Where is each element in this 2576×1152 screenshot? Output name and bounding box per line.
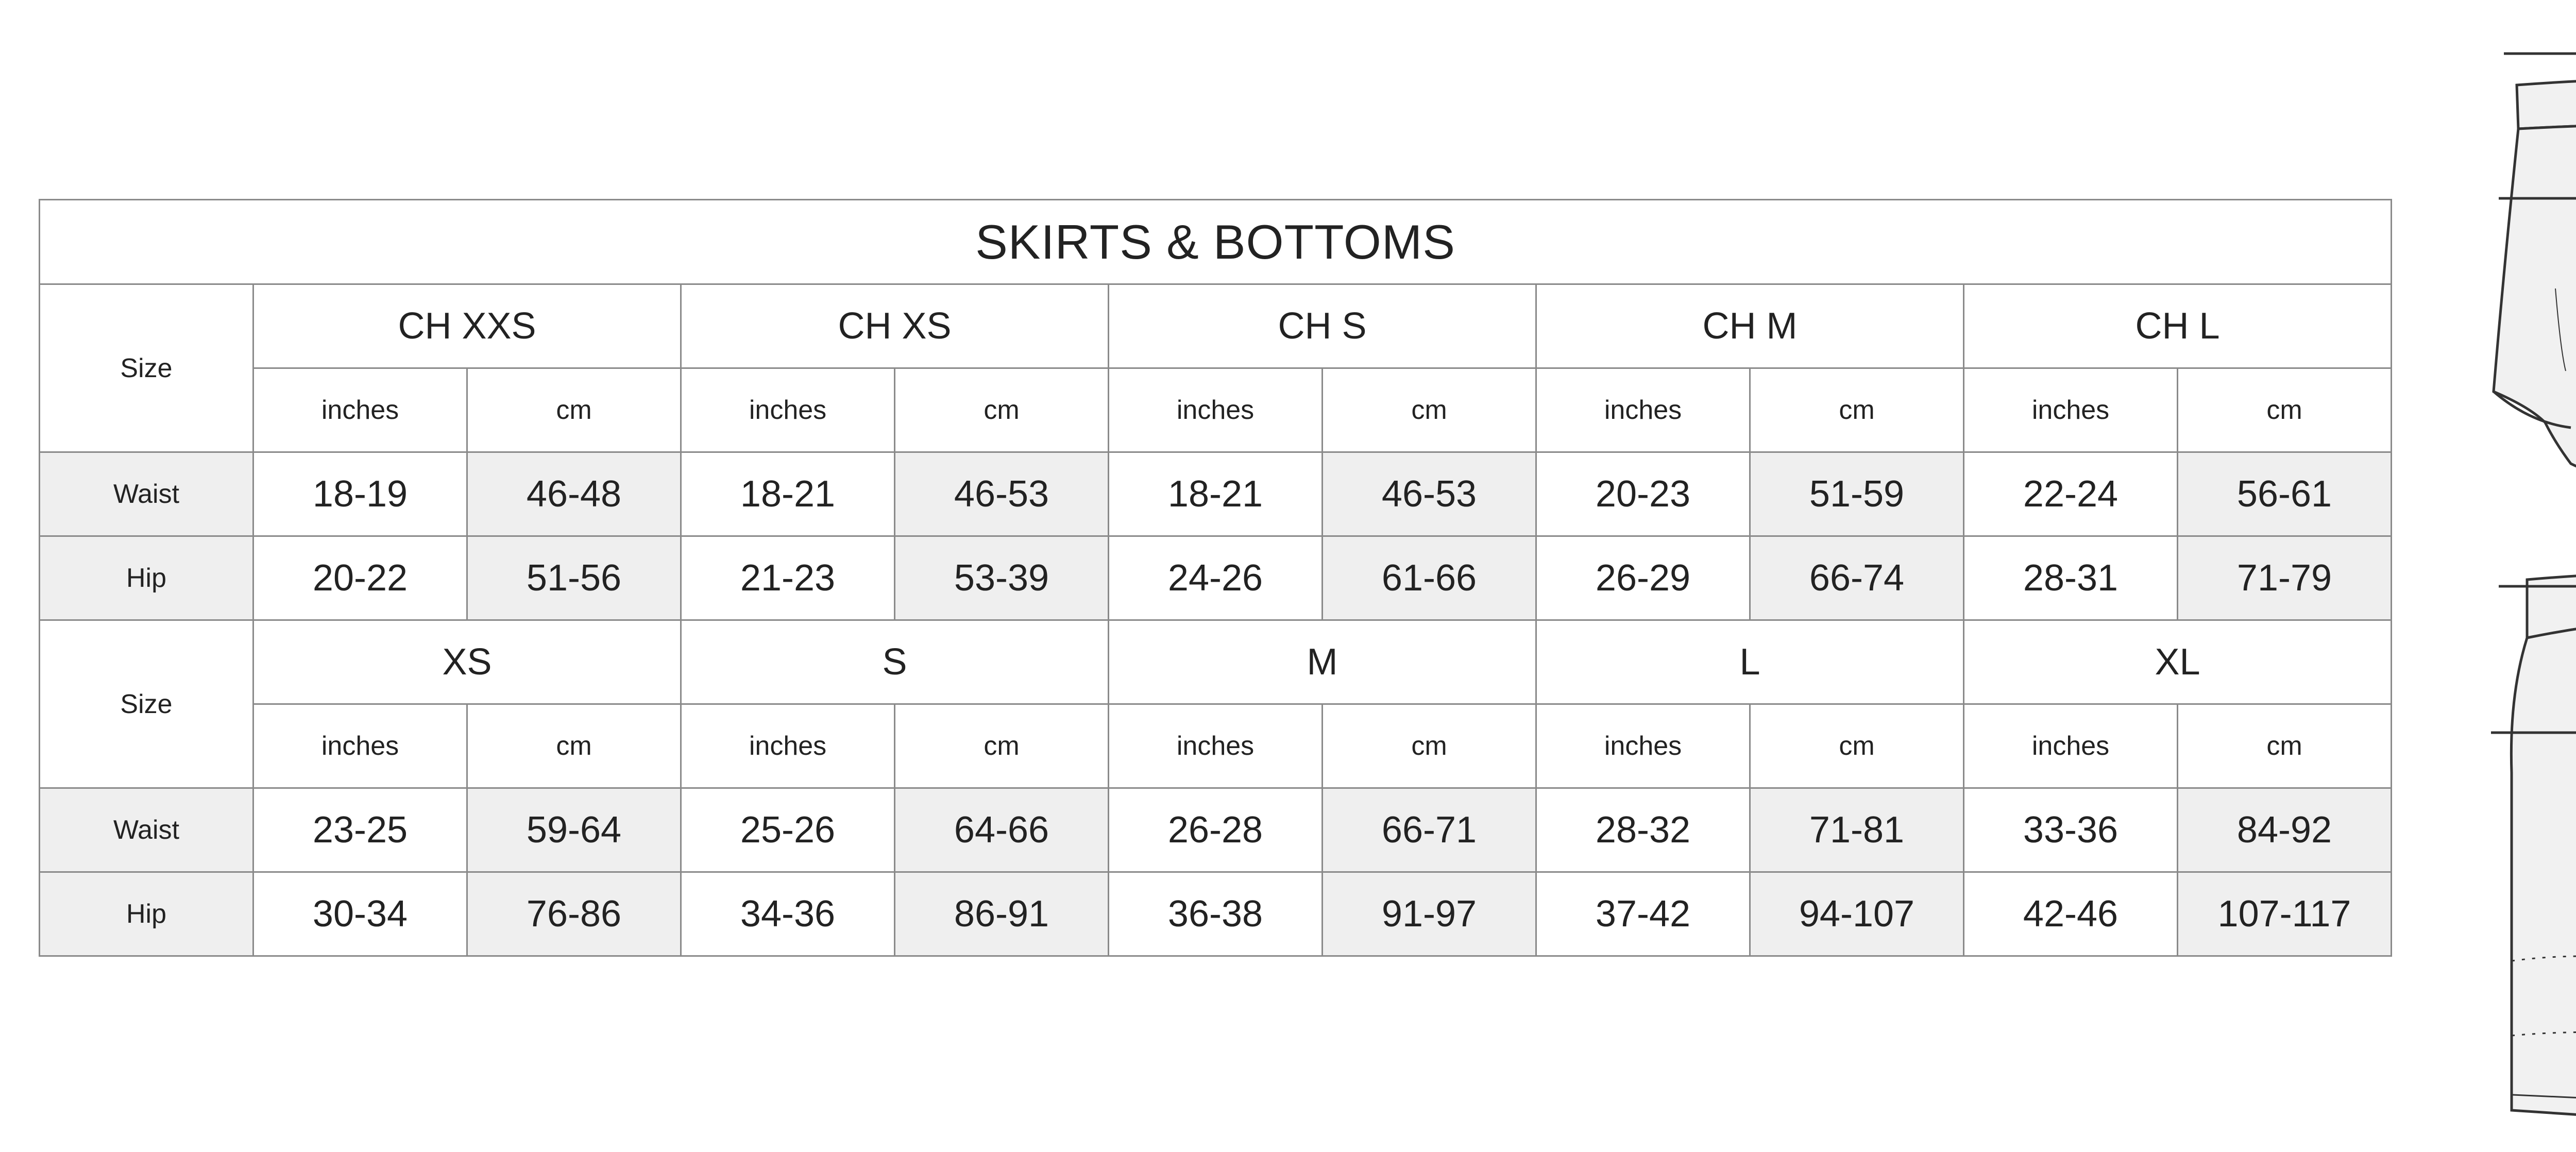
value-cm: 66-74 — [1750, 536, 1964, 620]
value-inches: 37-42 — [1536, 872, 1750, 956]
value-inches: 18-21 — [1109, 452, 1323, 536]
size-group-header: XL — [1964, 620, 2392, 704]
size-group-header: CH S — [1109, 284, 1536, 368]
shorts-body — [2511, 617, 2576, 1118]
table-row — [40, 872, 2392, 956]
value-cm: 66-71 — [1323, 788, 1536, 872]
value-inches: 18-21 — [681, 452, 895, 536]
size-group-header: L — [1536, 620, 1964, 704]
value-inches: 33-36 — [1964, 788, 2178, 872]
skirt-illustration — [2494, 77, 2576, 484]
value-inches: 20-22 — [253, 536, 467, 620]
size-column-label: Size — [40, 620, 253, 788]
value-inches: 28-31 — [1964, 536, 2178, 620]
unit-header-cm: cm — [467, 368, 681, 452]
value-cm: 46-53 — [895, 452, 1109, 536]
measurement-label: Waist — [40, 452, 253, 536]
value-inches: 30-34 — [253, 872, 467, 956]
value-cm: 61-66 — [1323, 536, 1536, 620]
value-cm: 107-117 — [2178, 872, 2392, 956]
unit-row — [40, 704, 2392, 788]
value-cm: 91-97 — [1323, 872, 1536, 956]
value-inches: 23-25 — [253, 788, 467, 872]
table-title: SKIRTS & BOTTOMS — [40, 200, 2392, 284]
unit-row — [40, 368, 2392, 452]
value-cm: 53-39 — [895, 536, 1109, 620]
unit-header-cm: cm — [1750, 368, 1964, 452]
measurement-label: Hip — [40, 536, 253, 620]
value-inches: 42-46 — [1964, 872, 2178, 956]
table-row — [40, 788, 2392, 872]
value-cm: 46-48 — [467, 452, 681, 536]
value-cm: 64-66 — [895, 788, 1109, 872]
unit-header-inches: inches — [1109, 368, 1323, 452]
value-inches: 21-23 — [681, 536, 895, 620]
shorts-illustration — [2511, 572, 2576, 1118]
unit-header-cm: cm — [2178, 368, 2392, 452]
value-inches: 22-24 — [1964, 452, 2178, 536]
unit-header-cm: cm — [467, 704, 681, 788]
value-cm: 71-79 — [2178, 536, 2392, 620]
value-cm: 94-107 — [1750, 872, 1964, 956]
unit-header-inches: inches — [1536, 368, 1750, 452]
value-cm: 59-64 — [467, 788, 681, 872]
shorts-waistband — [2527, 572, 2576, 638]
unit-header-cm: cm — [1323, 704, 1536, 788]
measurement-label: Waist — [40, 788, 253, 872]
value-inches: 28-32 — [1536, 788, 1750, 872]
size-group-header: CH XS — [681, 284, 1109, 368]
title-row — [40, 200, 2392, 284]
unit-header-cm: cm — [895, 704, 1109, 788]
unit-header-cm: cm — [2178, 704, 2392, 788]
skirt-body — [2494, 124, 2576, 484]
size-group-row — [40, 284, 2392, 368]
value-inches: 36-38 — [1109, 872, 1323, 956]
size-group-header: M — [1109, 620, 1536, 704]
value-cm: 46-53 — [1323, 452, 1536, 536]
value-inches: 25-26 — [681, 788, 895, 872]
value-cm: 51-56 — [467, 536, 681, 620]
size-chart-body — [40, 200, 2392, 956]
measurement-illustrations — [2452, 0, 2576, 1149]
unit-header-inches: inches — [1964, 704, 2178, 788]
size-group-row — [40, 620, 2392, 704]
value-cm: 76-86 — [467, 872, 681, 956]
unit-header-inches: inches — [253, 704, 467, 788]
unit-header-inches: inches — [681, 704, 895, 788]
unit-header-inches: inches — [681, 368, 895, 452]
unit-header-cm: cm — [1750, 704, 1964, 788]
value-cm: 71-81 — [1750, 788, 1964, 872]
size-group-header: CH M — [1536, 284, 1964, 368]
size-group-header: CH XXS — [253, 284, 681, 368]
size-group-header: XS — [253, 620, 681, 704]
value-inches: 34-36 — [681, 872, 895, 956]
value-inches: 18-19 — [253, 452, 467, 536]
value-inches: 24-26 — [1109, 536, 1323, 620]
size-group-header: S — [681, 620, 1109, 704]
garment-diagrams — [2452, 0, 2576, 1149]
table-row — [40, 452, 2392, 536]
size-chart-table — [39, 199, 2392, 957]
unit-header-inches: inches — [1536, 704, 1750, 788]
skirt-waistband — [2517, 79, 2576, 129]
unit-header-inches: inches — [253, 368, 467, 452]
size-group-header: CH L — [1964, 284, 2392, 368]
size-column-label: Size — [40, 284, 253, 452]
value-cm: 86-91 — [895, 872, 1109, 956]
unit-header-cm: cm — [1323, 368, 1536, 452]
unit-header-inches: inches — [1109, 704, 1323, 788]
value-inches: 26-29 — [1536, 536, 1750, 620]
unit-header-inches: inches — [1964, 368, 2178, 452]
unit-header-cm: cm — [895, 368, 1109, 452]
value-cm: 84-92 — [2178, 788, 2392, 872]
value-inches: 26-28 — [1109, 788, 1323, 872]
value-cm: 51-59 — [1750, 452, 1964, 536]
table-row — [40, 536, 2392, 620]
value-inches: 20-23 — [1536, 452, 1750, 536]
measurement-label: Hip — [40, 872, 253, 956]
value-cm: 56-61 — [2178, 452, 2392, 536]
